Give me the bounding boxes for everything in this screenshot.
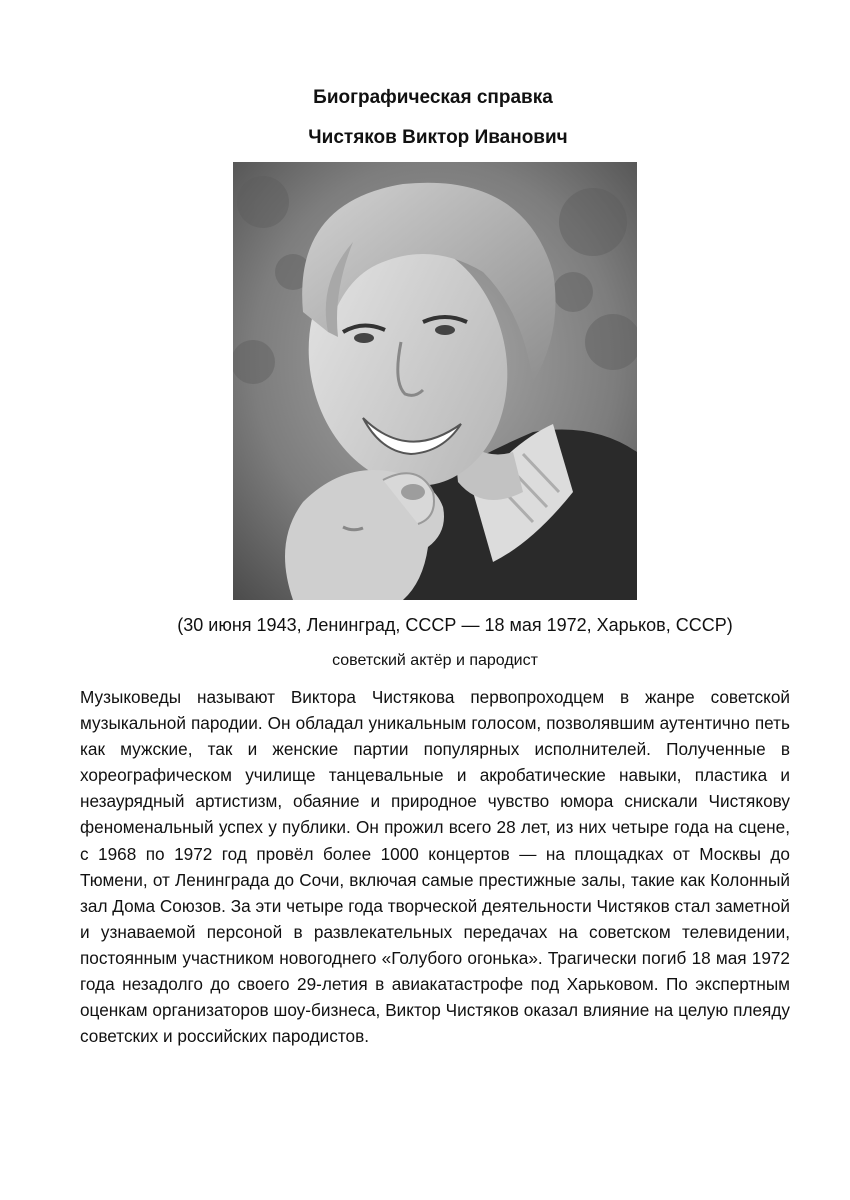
portrait-photo [233, 162, 637, 600]
document-title: Биографическая справка [313, 87, 553, 108]
life-dates: (30 июня 1943, Ленинград, СССР — 18 мая 1972, Харьков, СССР) [177, 615, 733, 635]
person-name: Чистяков Виктор Иванович [308, 127, 568, 148]
occupation-subtitle: советский актёр и пародист [332, 652, 538, 669]
portrait-illustration [233, 162, 637, 600]
biography-paragraph: Музыковеды называют Виктора Чистякова первопроходцем в жанре советской музыкальной пародии. Он обладал уникальным голосом, позволявшим аутентично петь как мужские, так и женские партии популярных исполнителей. Полученные в хореографическом училище танцевальные и акробатические навыки, пластика и незаурядный артистизм, обаяние и природное чувство юмора снискали Чистякову феноменальный успех у публики. Он прожил всего 28 лет, из них четыре года на сцене, с 1968 по 1972 год провёл более 1000 концертов — на площадках от Москвы до Тюмени, от Ленинграда до Сочи, включая самые престижные залы, такие как Колонный зал Дома Союзов. За эти четыре года творческой деятельности Чистяков стал заметной и узнаваемой персоной в развлекательных передачах на советском телевидении, постоянным участником новогоднего «Голубого огонька». Трагически погиб 18 мая 1972 года незадолго до своего 29-летия в авиакатастрофе под Харьковом. По экспертным оценкам организаторов шоу-бизнеса, Виктор Чистяков оказал влияние на целую плеяду советских и российских пародистов. [80, 687, 790, 1047]
